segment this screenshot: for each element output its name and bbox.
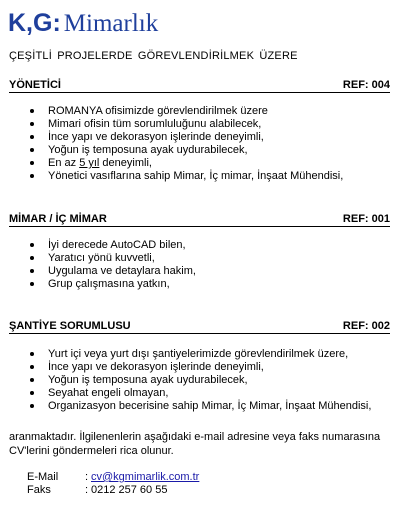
bullet-icon (30, 282, 34, 286)
bullet-icon (30, 161, 34, 165)
section-title: YÖNETİCİ (9, 79, 61, 91)
bullet-icon (30, 378, 34, 382)
bullet-icon (30, 148, 34, 152)
requirements-list-mimar (0, 239, 196, 291)
bullet-icon (30, 352, 34, 356)
fax-label: Faks (27, 484, 51, 496)
bullet-icon (30, 269, 34, 273)
separator: : (85, 484, 89, 496)
bullet-icon (30, 391, 34, 395)
list-item: Yurt içi veya yurt dışı şantiyelerimizde görevlendirilmek üzere, (0, 348, 371, 361)
section-heading-mimar (9, 213, 390, 227)
list-item: İyi derecede AutoCAD bilen, (0, 239, 196, 252)
bullet-icon (30, 135, 34, 139)
email-link[interactable]: cv@kgmimarlik.com.tr (91, 471, 200, 483)
list-item: Yoğun iş temposuna ayak uydurabilecek, (0, 144, 343, 157)
list-item: ROMANYA ofisimizde görevlendirilmek üzere (0, 105, 343, 118)
list-item: İnce yapı ve dekorasyon işlerinde deneyimli, (0, 361, 371, 374)
section-ref: REF: 002 (342, 320, 390, 332)
closing-paragraph: aranmaktadır. İlgilenenlerin aşağıdaki e-mail adresine veya faks numarasına CV'lerini göndermeleri rica olunur. (9, 431, 381, 457)
section-ref: REF: 001 (342, 213, 390, 225)
list-item: Seyahat engeli olmayan, (0, 387, 371, 400)
section-title: MİMAR / İÇ MİMAR (9, 213, 107, 225)
underlined-years: 5 yıl (79, 157, 100, 169)
requirements-list-santiye (0, 348, 371, 413)
section-ref: REF: 004 (342, 79, 390, 91)
bullet-icon (30, 365, 34, 369)
section-title: ŞANTİYE SORUMLUSU (9, 320, 131, 332)
list-item: En az 5 yıl deneyimli, (0, 157, 343, 170)
separator: : (85, 471, 89, 483)
bullet-icon (30, 256, 34, 260)
section-heading-yonetici (9, 79, 390, 93)
email-label: E-Mail (27, 471, 59, 483)
section-heading-santiye (9, 320, 390, 334)
fax-number: 0212 257 60 55 (91, 484, 168, 496)
logo-brand: K,G: (8, 9, 61, 37)
list-item: Yoğun iş temposuna ayak uydurabilecek, (0, 374, 371, 387)
list-item: Mimari ofisin tüm sorumluluğunu alabilecek, (0, 118, 343, 131)
list-item: Grup çalışmasına yatkın, (0, 278, 196, 291)
bullet-icon (30, 109, 34, 113)
bullet-icon (30, 404, 34, 408)
list-item: Organizasyon becerisine sahip Mimar, İç Mimar, İnşaat Mühendisi, (0, 400, 371, 413)
list-item: İnce yapı ve dekorasyon işlerinde deneyimli, (0, 131, 343, 144)
company-logo (8, 6, 158, 40)
requirements-list-yonetici (0, 105, 343, 183)
list-item: Uygulama ve detaylara hakim, (0, 265, 196, 278)
list-item: Yaratıcı yönü kuvvetli, (0, 252, 196, 265)
logo-suffix: Mimarlık (63, 10, 159, 37)
bullet-icon (30, 243, 34, 247)
list-item: Yönetici vasıflarına sahip Mimar, İç mimar, İnşaat Mühendisi, (0, 170, 343, 183)
bullet-icon (30, 174, 34, 178)
bullet-icon (30, 122, 34, 126)
intro-heading: ÇEŞİTLİ PROJELERDE GÖREVLENDİRİLMEK ÜZERE (9, 50, 298, 62)
